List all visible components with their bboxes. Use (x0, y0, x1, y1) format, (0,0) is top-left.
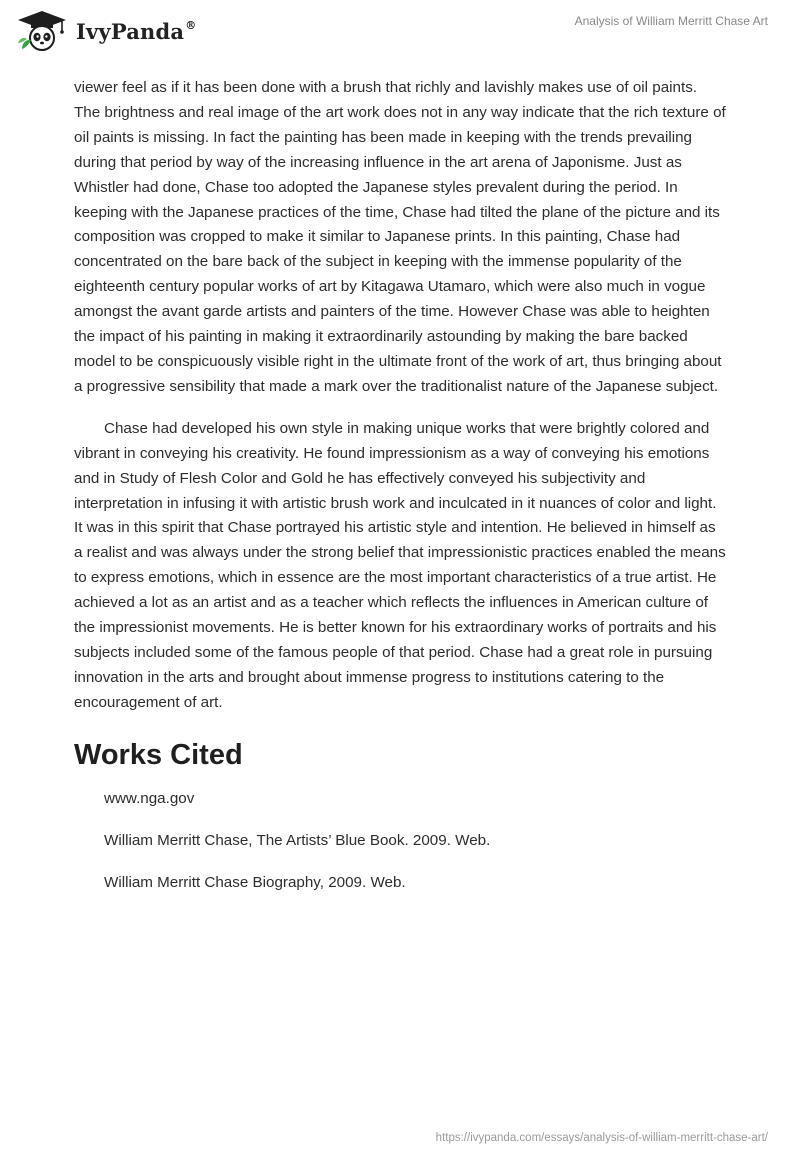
citation-item: William Merritt Chase Biography, 2009. Web. (104, 873, 406, 891)
citation-item: www.nga.gov (104, 789, 195, 807)
ivypanda-logo[interactable] (14, 9, 196, 53)
paragraph: Chase had developed his own style in making unique works that were brightly colored and vibrant in conveying his creativity. He found impressionism as a way of conveying his emotions and in Study of Flesh Color and Gold he has effectively conveyed his subjectivity and interpretation in infusing it with artistic brush work and inculcated in it nuances of color and light. It was in this spirit that Chase portrayed his artistic style and intention. He believed in himself as a realist and was always under the strong belief that impressionistic practices enabled the means to express emotions, which in essence are the most important characteristics of a true artist. He achieved a lot as an artist and as a teacher which reflects the influences in American culture of the impressionist movements. He is better known for his extraordinary works of portraits and his subjects included some of the famous people of that period. Chase had a great role in pursuing innovation in the arts and brought about immense progress to institutions catering to the encouragement of art. (74, 419, 726, 711)
panda-graduate-icon (14, 9, 70, 53)
brand-name: IvyPanda® (76, 18, 197, 44)
essay-content (74, 76, 726, 915)
paragraph-continued: viewer feel as if it has been done with a brush that richly and lavishly makes use of oil paints. The brightness and real image of the art work does not in any way indicate that the rich texture of oil paints is missing. In fact the painting has been made in keeping with the trends prevailing during that period by way of the increasing influence in the art arena of Japonisme. Just as Whistler had done, Chase too adopted the Japanese styles prevalent during the period. In keeping with the Japanese practices of the time, Chase had tilted the plane of the picture and its composition was cropped to make it similar to Japanese prints. In this painting, Chase had concentrated on the bare back of the subject in keeping with the immense popularity of the eighteenth century popular works of art by Kitagawa Utamaro, which were also much in vogue amongst the avant garde artists and painters of the time. However Chase was able to heighten the impact of his painting in making it extraordinarily astounding by making the bare backed model to be conspicuously visible right in the ultimate front of the work of art, thus bringing about a progressive sensibility that made a mark over the traditionalist nature of the Japanese subject. (74, 79, 726, 395)
footer-url-link[interactable]: https://ivypanda.com/essays/analysis-of-william-merritt-chase-art/ (435, 1132, 768, 1144)
running-title: Analysis of William Merritt Chase Art (574, 14, 768, 28)
works-cited-heading: Works Cited (74, 738, 243, 771)
citation-item: William Merritt Chase, The Artists’ Blue Book. 2009. Web. (104, 831, 491, 849)
works-cited-list (74, 789, 726, 893)
page-header (0, 0, 800, 64)
